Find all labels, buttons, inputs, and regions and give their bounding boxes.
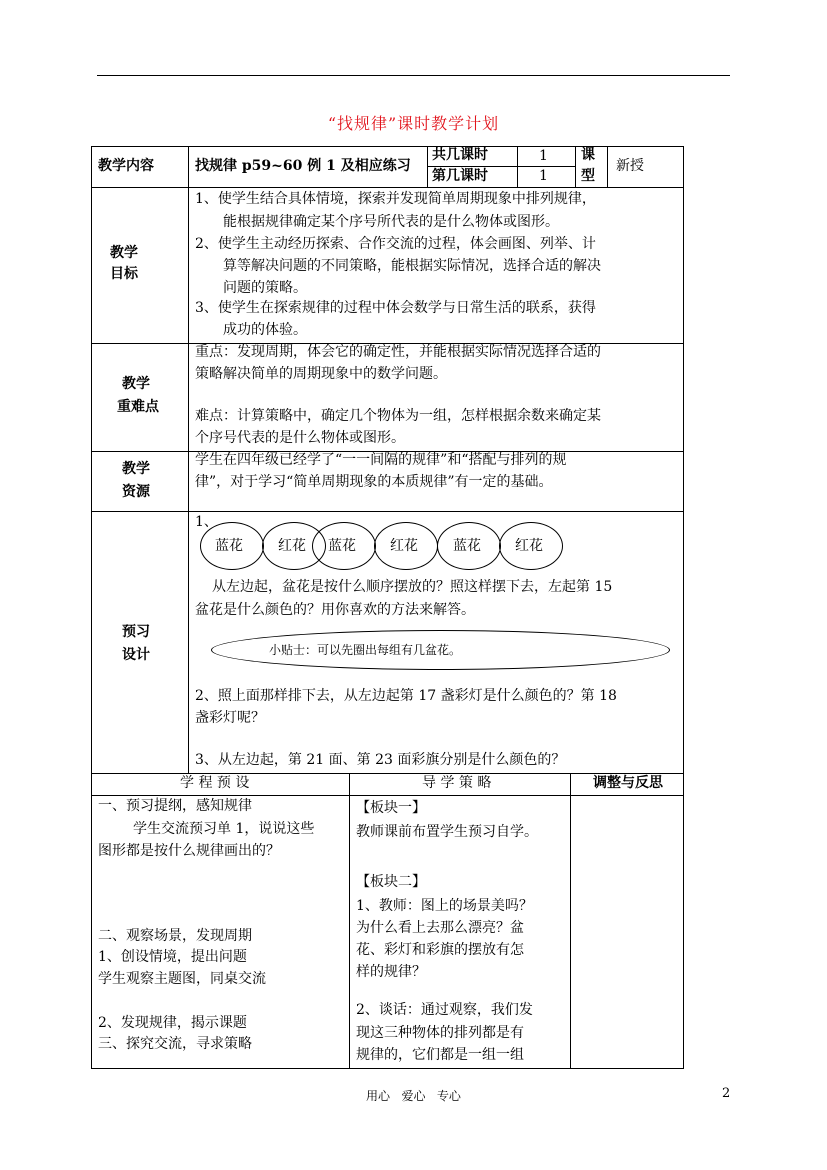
flower-label: 红花: [515, 538, 543, 554]
preview-label-1: 预习: [122, 624, 150, 640]
process-col1-line: 1、创设情境，提出问题: [98, 949, 247, 965]
keypoints-label-1: 教学: [122, 376, 150, 392]
type-label-1: 课: [581, 147, 595, 163]
type-label-2: 型: [581, 168, 595, 184]
period-no-label: 第几课时: [432, 168, 488, 184]
objective-line: 1、使学生结合具体情境，探索并发现简单周期现象中排列规律，: [195, 191, 596, 207]
content-label: 教学内容: [98, 158, 154, 174]
process-header-col1: 学 程 预 设: [180, 775, 250, 791]
process-col1-line: 三、探究交流，寻求策略: [98, 1036, 252, 1052]
header-rule: [97, 75, 730, 76]
page-number: 2: [722, 1086, 731, 1101]
keypoint-line: 重点：发现周期，体会它的确定性，并能根据实际情况选择合适的: [195, 344, 601, 360]
q1-line: 从左边起，盆花是按什么顺序摆放的？照这样摆下去，左起第 15: [212, 579, 613, 595]
page-footer: 用心 爱心 专心: [366, 1089, 461, 1103]
keypoint-line: 个序号代表的是什么物体或图形。: [195, 430, 405, 446]
content-value: 找规律 p59~60 例 1 及相应练习: [195, 158, 411, 174]
keypoint-line: 策略解决简单的周期现象中的数学问题。: [195, 366, 447, 382]
flower-label: 红花: [390, 538, 418, 554]
keypoints-label-2: 重难点: [117, 399, 159, 415]
objective-line: 能根据规律确定某个序号所代表的是什么物体或图形。: [223, 214, 559, 230]
objectives-label-2: 目标: [110, 266, 138, 282]
resources-line: 学生在四年级已经学了“一一间隔的规律”和“搭配与排列的规: [195, 452, 567, 468]
q2-line: 2、照上面那样排下去，从左边起第 17 盏彩灯是什么颜色的？第 18: [195, 688, 617, 704]
process-col1-line: 一、预习提纲，感知规律: [98, 798, 252, 814]
keypoint-line: 难点：计算策略中，确定几个物体为一组，怎样根据余数来确定某: [195, 408, 601, 424]
objectives-label-1: 教学: [110, 245, 138, 261]
q1-line: 盆花是什么颜色的？用你喜欢的方法来解答。: [195, 602, 475, 618]
process-col2-line: 教师课前布置学生预习自学。: [356, 824, 538, 840]
process-col2-line: 规律的，它们都是一组一组: [356, 1047, 524, 1063]
process-col2-line: 花、彩灯和彩旗的摆放有怎: [356, 942, 524, 958]
period-no-value: 1: [539, 168, 548, 184]
preview-label-2: 设计: [122, 647, 150, 663]
flower-label: 蓝花: [328, 538, 356, 554]
objective-line: 2、使学生主动经历探索、合作交流的过程，体会画图、列举、计: [195, 236, 596, 252]
process-col1-line: 图形都是按什么规律画出的？: [98, 843, 280, 859]
type-value: 新授: [616, 158, 644, 174]
process-col2-line: 现这三种物体的排列都是有: [356, 1025, 524, 1041]
process-col1-line: 2、发现规律，揭示课题: [98, 1015, 247, 1031]
process-col1-line: 学生观察主题图，同桌交流: [98, 971, 266, 987]
objective-line: 问题的策略。: [223, 280, 307, 296]
process-col2-line: 1、教师：图上的场景美吗？: [356, 898, 533, 914]
objective-line: 算等解决问题的不同策略，能根据实际情况，选择合适的解决: [223, 258, 601, 274]
flower-label: 蓝花: [215, 538, 243, 554]
process-col2-line: 【板块一】: [356, 800, 426, 816]
process-col2-line: 2、谈话：通过观察，我们发: [356, 1002, 533, 1018]
objective-line: 3、使学生在探索规律的过程中体会数学与日常生活的联系，获得: [195, 300, 596, 316]
total-periods-value: 1: [539, 148, 548, 164]
resources-line: 律”，对于学习“简单周期现象的本质规律”有一定的基础。: [195, 474, 553, 490]
process-col1-line: 学生交流预习单 1，说说这些: [133, 821, 315, 837]
tip-text: 小贴士：可以先圈出每组有几盆花。: [269, 643, 462, 657]
q3-line: 3、从左边起，第 21 面、第 23 面彩旗分别是什么颜色的？: [195, 752, 566, 768]
flower-label: 蓝花: [453, 538, 481, 554]
total-periods-label: 共几课时: [432, 147, 488, 163]
resources-label-2: 资源: [122, 484, 150, 500]
process-col2-line: 【板块二】: [356, 874, 426, 890]
process-header-col3: 调整与反思: [593, 775, 663, 791]
flower-label: 红花: [278, 538, 306, 554]
page-title: “找规律”课时教学计划: [327, 114, 500, 133]
q2-line: 盏彩灯呢？: [195, 710, 265, 726]
process-col1-line: 二、观察场景，发现周期: [98, 928, 252, 944]
q1-number: 1、: [195, 514, 218, 530]
process-col2-line: 为什么看上去那么漂亮？盆: [356, 920, 524, 936]
process-col2-line: 样的规律？: [356, 964, 426, 980]
objective-line: 成功的体验。: [223, 322, 307, 338]
resources-label-1: 教学: [122, 461, 150, 477]
process-header-col2: 导 学 策 略: [422, 775, 492, 791]
